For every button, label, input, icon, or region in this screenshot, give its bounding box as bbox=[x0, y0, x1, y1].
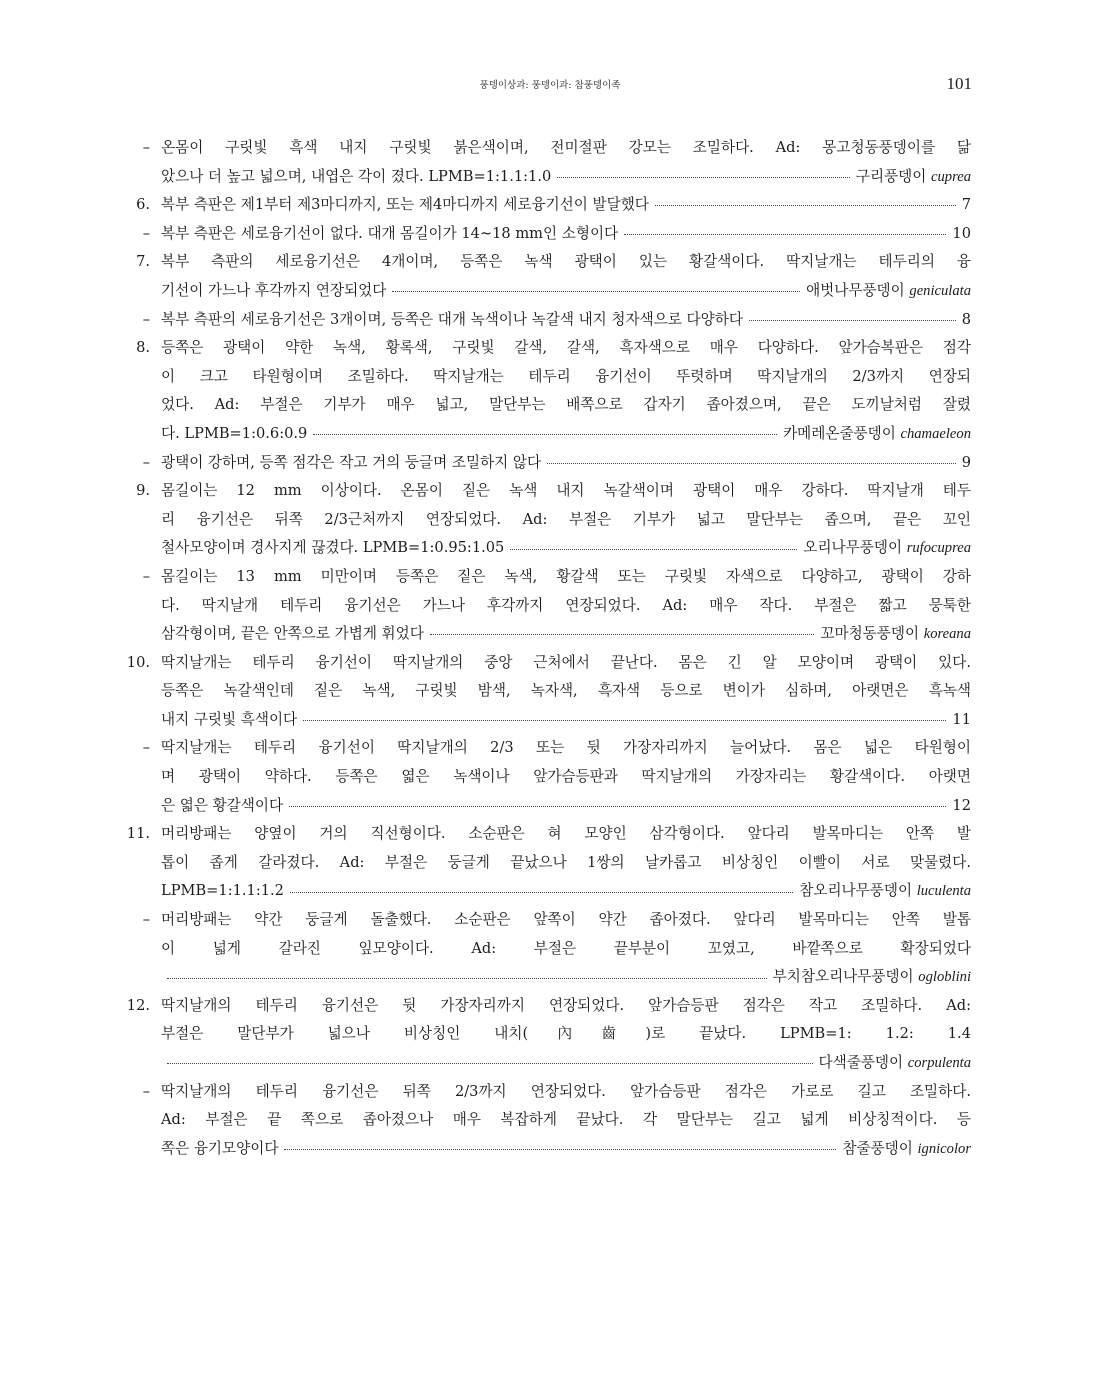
dot-leader bbox=[655, 204, 956, 206]
couplet-text: 복부 측판의 세로융기선은 3개이며, 등쪽은 대개 녹색이나 녹갈색 내지 청자색으로 다양하다 bbox=[161, 310, 743, 328]
species-result bbox=[819, 1049, 971, 1078]
couplet-number: 6. bbox=[136, 196, 150, 214]
key-couplet bbox=[0, 906, 1100, 992]
species-korean-name: 꼬마청동풍뎅이 bbox=[820, 625, 924, 643]
goto-couplet-number: 8 bbox=[961, 310, 971, 328]
dot-leader bbox=[303, 719, 946, 721]
key-couplet bbox=[0, 820, 1100, 906]
goto-couplet-number: 12 bbox=[952, 796, 971, 814]
goto-couplet-number: 9 bbox=[961, 453, 971, 471]
dot-leader bbox=[547, 462, 956, 464]
dot-leader bbox=[392, 290, 800, 292]
couplet-text: 기선이 가느나 후각까지 연장되었다 bbox=[161, 281, 387, 299]
key-couplet bbox=[0, 563, 1100, 649]
couplet-text: 몸길이는 12 mm 이상이다. 온몸이 짙은 녹색 내지 녹갈색이며 광택이 매우 강하다. 딱지날개 테두 bbox=[161, 482, 971, 500]
couplet-text: 복부 측판은 세로융기선이 없다. 대개 몸길이가 14~18 mm인 소형이다 bbox=[161, 224, 619, 242]
species-korean-name: 카메레온줄풍뎅이 bbox=[783, 424, 901, 442]
dot-leader bbox=[313, 433, 777, 435]
couplet-number: – bbox=[142, 453, 150, 471]
couplet-text: 머리방패는 양옆이 거의 직선형이다. 소순판은 혀 모양인 삼각형이다. 앞다리 발목마디는 안쪽 발 bbox=[161, 825, 971, 843]
species-korean-name: 오리나무풍뎅이 bbox=[803, 539, 907, 557]
goto-couplet-number: 10 bbox=[952, 224, 971, 242]
key-couplet bbox=[0, 306, 1100, 335]
couplet-number: – bbox=[142, 739, 150, 757]
couplet-text: 내지 구릿빛 흑색이다 bbox=[161, 710, 298, 728]
couplet-text: Ad: 부절은 끝 쪽으로 좁아졌으나 매우 복잡하게 끝났다. 각 말단부는 길고 넓게 비상칭적이다. 등 bbox=[161, 1111, 971, 1129]
couplet-number: – bbox=[142, 1082, 150, 1100]
species-scientific-name: luculenta bbox=[916, 883, 971, 900]
goto-couplet-number: 11 bbox=[952, 710, 971, 728]
couplet-text: 이 넓게 갈라진 잎모양이다. Ad: 부절은 끝부분이 꼬였고, 바깥쪽으로 확장되었다 bbox=[161, 939, 971, 957]
running-head: 풍뎅이상과: 풍뎅이과: 참풍뎅이족 bbox=[479, 80, 621, 91]
species-scientific-name: geniculata bbox=[909, 282, 971, 299]
species-korean-name: 구리풍뎅이 bbox=[855, 167, 932, 185]
key-couplet bbox=[0, 191, 1100, 220]
couplet-text: 등쪽은 녹갈색인데 짙은 녹색, 구릿빛 밤색, 녹자색, 흑자색 등으로 변이가 심하며, 아랫면은 흑녹색 bbox=[161, 682, 971, 700]
couplet-text: 등쪽은 광택이 약한 녹색, 황록색, 구릿빛 갈색, 갈색, 흑자색으로 매우 다양하다. 앞가슴복판은 점각 bbox=[161, 339, 971, 357]
key-couplet bbox=[0, 1078, 1100, 1164]
couplet-number: 7. bbox=[136, 253, 150, 271]
couplet-number: – bbox=[142, 139, 150, 156]
dot-leader bbox=[430, 633, 815, 635]
couplet-text: 았으나 더 높고 넓으며, 내엽은 각이 졌다. LPMB=1:1.1:1.0 bbox=[161, 167, 552, 185]
species-result bbox=[799, 877, 971, 906]
couplet-text: 었다. Ad: 부절은 기부가 매우 넓고, 말단부는 배쪽으로 갑자기 좁아졌으며, 끝은 도끼날처럼 잘렸 bbox=[161, 396, 971, 414]
couplet-text: 온몸이 구릿빛 흑색 내지 구릿빛 붉은색이며, 전미절판 강모는 조밀하다. Ad: 몽고청동풍뎅이를 닮 bbox=[161, 139, 971, 156]
couplet-text: 이 크고 타원형이며 조밀하다. 딱지날개는 테두리 융기선이 뚜렷하며 딱지날개의 2/3까지 연장되 bbox=[161, 367, 971, 385]
species-korean-name: 다색줄풍뎅이 bbox=[818, 1054, 908, 1071]
dot-leader bbox=[284, 1148, 836, 1150]
species-result bbox=[803, 534, 971, 563]
couplet-text: 톱이 좁게 갈라졌다. Ad: 부절은 둥글게 끝났으나 1쌍의 날카롭고 비상칭인 이빨이 서로 맞물렸다. bbox=[161, 853, 971, 871]
couplet-text: 딱지날개의 테두리 융기선은 뒤쪽 2/3까지 연장되었다. 앞가슴등판 점각은 가로로 길고 조밀하다. bbox=[161, 1082, 971, 1100]
species-result bbox=[773, 963, 971, 992]
couplet-number: – bbox=[142, 310, 150, 328]
species-korean-name: 참줄풍뎅이 bbox=[842, 1139, 918, 1157]
dot-leader bbox=[749, 319, 956, 321]
couplet-number: 10. bbox=[126, 653, 150, 671]
key-couplet bbox=[0, 734, 1100, 820]
key-couplet bbox=[0, 449, 1100, 478]
species-result bbox=[806, 277, 971, 306]
couplet-text: 몸길이는 13 mm 미만이며 등쪽은 짙은 녹색, 황갈색 또는 구릿빛 자색으로 다양하고, 광택이 강하 bbox=[161, 567, 971, 585]
couplet-number: 8. bbox=[136, 339, 150, 357]
key-couplet bbox=[0, 477, 1100, 563]
couplet-number: – bbox=[142, 911, 150, 929]
species-korean-name: 참오리나무풍뎅이 bbox=[799, 882, 917, 900]
species-result bbox=[783, 420, 971, 449]
key-couplet bbox=[0, 248, 1100, 305]
dot-leader bbox=[167, 977, 767, 979]
couplet-text: 광택이 강하며, 등쪽 점각은 작고 거의 둥글며 조밀하지 않다 bbox=[161, 453, 542, 471]
dot-leader bbox=[510, 548, 797, 550]
couplet-text: 다. LPMB=1:0.6:0.9 bbox=[161, 424, 308, 442]
couplet-text: 쪽은 융기모양이다 bbox=[161, 1139, 279, 1157]
couplet-text: 리 융기선은 뒤쪽 2/3근처까지 연장되었다. Ad: 부절은 기부가 넓고 말단부는 좁으며, 끝은 꼬인 bbox=[161, 510, 971, 528]
dot-leader bbox=[290, 891, 793, 893]
dot-leader bbox=[289, 805, 946, 807]
species-korean-name: 애벗나무풍뎅이 bbox=[806, 281, 910, 299]
couplet-text: 다. 딱지날개 테두리 융기선은 가느나 후각까지 연장되었다. Ad: 매우 작다. 부절은 짧고 뭉툭한 bbox=[161, 596, 971, 614]
couplet-text: 딱지날개는 테두리 융기선이 딱지날개의 2/3 또는 뒷 가장자리까지 늘어났다. 몸은 넓은 타원형이 bbox=[161, 739, 971, 757]
dot-leader bbox=[167, 1062, 813, 1064]
couplet-text: 철사모양이며 경사지게 끊겼다. LPMB=1:0.95:1.05 bbox=[161, 539, 505, 557]
goto-couplet-number: 7 bbox=[961, 196, 971, 214]
couplet-text: 은 엷은 황갈색이다 bbox=[161, 796, 284, 814]
couplet-text: 부절은 말단부가 넓으나 비상칭인 내치(內齒)로 끝났다. LPMB=1: 1.2: 1.4 bbox=[161, 1025, 971, 1043]
couplet-text: 며 광택이 약하다. 등쪽은 엷은 녹색이나 앞가슴등판과 딱지날개의 가장자리는 황갈색이다. 아랫면 bbox=[161, 768, 971, 786]
species-scientific-name: koreana bbox=[923, 626, 971, 643]
couplet-text: 복부 측판의 세로융기선은 4개이며, 등쪽은 녹색 광택이 있는 황갈색이다. 딱지날개는 테두리의 융 bbox=[161, 253, 971, 271]
dot-leader bbox=[557, 176, 850, 178]
key-couplet bbox=[0, 992, 1100, 1078]
species-scientific-name: chamaeleon bbox=[900, 425, 971, 442]
species-result bbox=[820, 620, 971, 649]
species-korean-name: 부치참오리나무풍뎅이 bbox=[772, 968, 919, 986]
couplet-text: 머리방패는 약간 둥글게 돌출했다. 소순판은 앞쪽이 약간 좁아졌다. 앞다리 발목마디는 안쪽 발톱 bbox=[161, 911, 971, 929]
couplet-number: – bbox=[142, 567, 150, 585]
couplet-text: 딱지날개는 테두리 융기선이 딱지날개의 중앙 근처에서 끝난다. 몸은 긴 알 모양이며 광택이 있다. bbox=[161, 653, 971, 671]
key-couplet bbox=[0, 334, 1100, 448]
species-scientific-name: ogloblini bbox=[918, 969, 971, 986]
species-scientific-name: rufocuprea bbox=[906, 540, 971, 557]
identification-key bbox=[0, 134, 1100, 1163]
couplet-number: 11. bbox=[126, 825, 150, 843]
species-result bbox=[856, 163, 971, 192]
couplet-number: 12. bbox=[126, 996, 150, 1014]
couplet-text: LPMB=1:1.1:1.2 bbox=[161, 882, 284, 900]
key-couplet bbox=[0, 649, 1100, 735]
species-scientific-name: corpulenta bbox=[907, 1055, 971, 1071]
key-couplet bbox=[0, 134, 1100, 191]
couplet-number: – bbox=[142, 224, 150, 242]
couplet-text: 복부 측판은 제1부터 제3마디까지, 또는 제4마디까지 세로융기선이 발달했다 bbox=[161, 196, 649, 214]
species-scientific-name: cuprea bbox=[931, 168, 971, 185]
species-result bbox=[842, 1135, 971, 1164]
couplet-text: 삼각형이며, 끝은 안쪽으로 가볍게 휘었다 bbox=[161, 625, 424, 643]
page-number: 101 bbox=[946, 74, 972, 93]
couplet-text: 딱지날개의 테두리 융기선은 뒷 가장자리까지 연장되었다. 앞가슴등판 점각은 작고 조밀하다. Ad: bbox=[161, 996, 971, 1014]
species-scientific-name: ignicolor bbox=[917, 1140, 971, 1157]
key-couplet bbox=[0, 220, 1100, 249]
couplet-number: 9. bbox=[136, 482, 150, 500]
dot-leader bbox=[624, 233, 946, 235]
